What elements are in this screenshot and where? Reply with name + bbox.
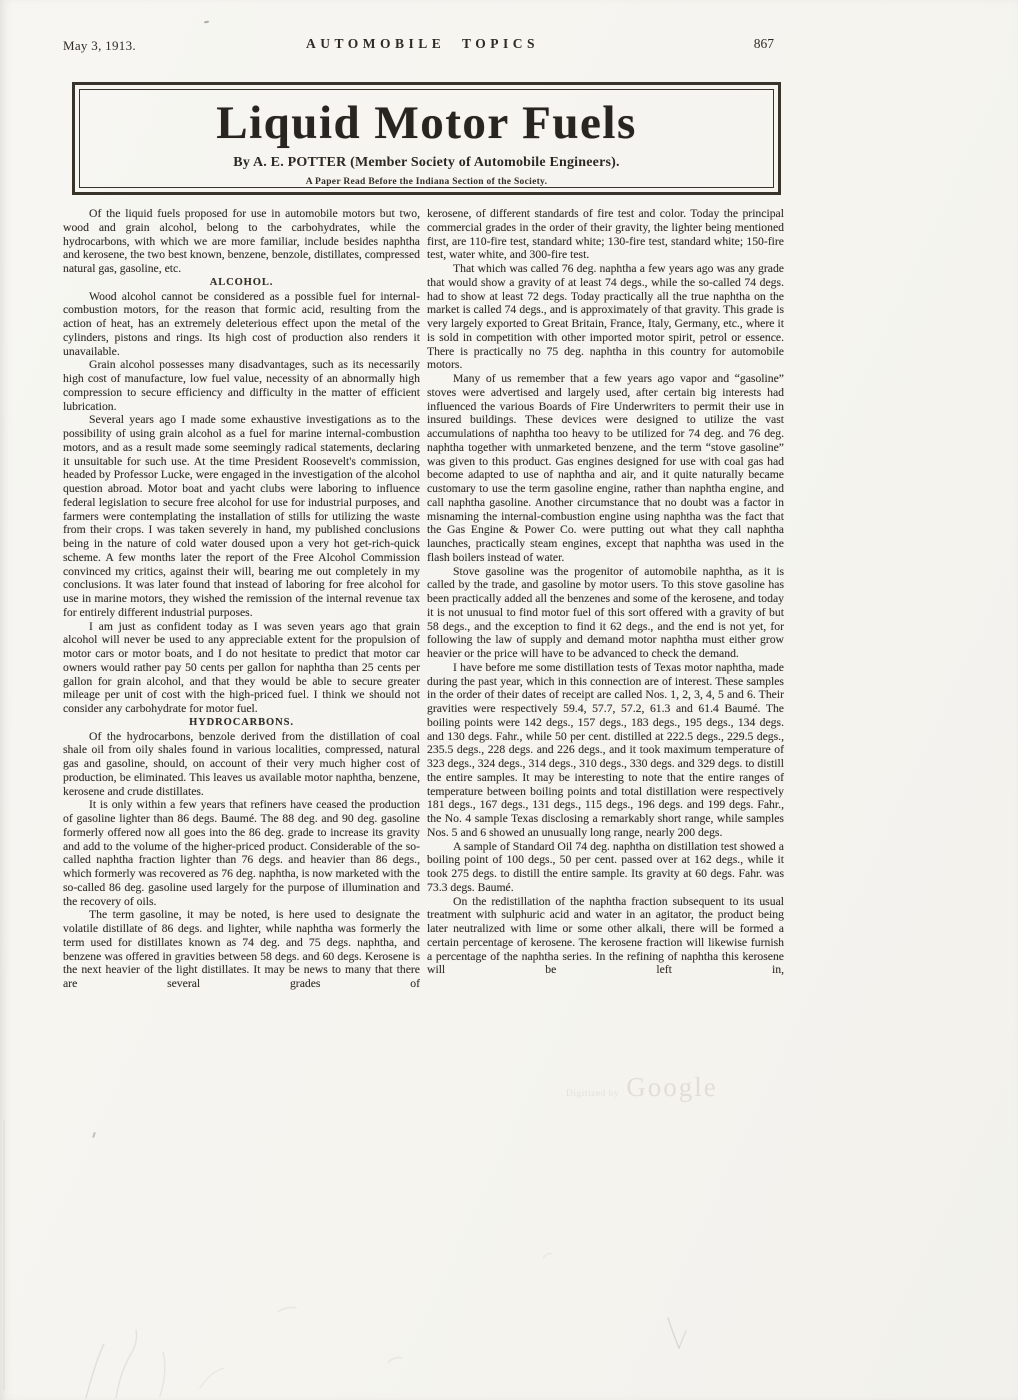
paragraph: The term gasoline, it may be noted, is here used to designate the volatile distillate of 86 degs. and lighter, while naphtha was formerly the term used for distillates known as 74 deg. and 75 degs. naphtha, and benzene was offered in gravities between 58 degs. and 60 degs. Kerosene is the next heavier of the light distillates. It may be news to many that there are several grades of [63,908,420,990]
google-logo-text: Google [626,1072,718,1102]
paragraph: Of the liquid fuels proposed for use in automobile motors but two, wood and grain alcohol, belong to the carbohydrates, while the hydrocarbons, with which we are more familiar, include besides naphtha and kerosene, the two best known, benzene, benzole, distillates, compressed natural gas, gasoline, etc. [63,207,420,275]
paragraph: Many of us remember that a few years ago vapor and “gasoline” stoves were advertised and largely used, after certain big interests had influenced the various Boards of Fire Underwriters to permit their use in insured buildings. These devices were designed to utilize the vast accumulations of naphtha too heavy to be utilized for 74 deg. and 76 deg. naphtha together with unmarketed benzene, and the term “stove gasoline” was given to this product. Gas engines designed for use with coal gas had become adapted to use of naphtha and air, and it quite naturally became customary to use the term gasoline engine, rather than naphtha engine, and call naphtha gasoline. Another circumstance that no doubt was a factor in misnaming the internal-combustion engine using naphtha was the fact that the Gas Engine & Power Co. were putting out what they call naphtha launches, practically steam engines, except that naphtha was used in the flash boilers instead of water. [427,372,784,564]
digitized-by-google-watermark [566,1072,718,1103]
issue-date: May 3, 1913. [63,38,136,53]
left-column [63,207,420,991]
article-byline: By A. E. POTTER (Member Society of Automobile Engineers). [233,155,620,170]
section-heading-alcohol: ALCOHOL. [209,276,274,288]
paragraph: Several years ago I made some exhaustive investigations as to the possibility of using grain alcohol as a fuel for marine internal-combustion motors, and as a result made some seemingly radical statements, declaring it unsuitable for such use. At the time President Roosevelt's commission, headed by Professor Lucke, were engaged in the investigation of the alcohol question abroad. Motor boat and yacht clubs were laboring to influence federal legislation to secure free alcohol for use for industrial purposes, and farmers were contemplating the installation of stills for utilizing the waste from their crops. I was taken severely in hand, my published conclusions being in the nature of cold water doused upon a very hot get-rich-quick scheme. A few months later the report of the Free Alcohol Commission convinced my critics, against their will, bearing me out completely in my conclusions. It was later found that instead of laboring for free alcohol for use in marine motors, they wished the remission of the internal revenue tax for entirely different industrial purposes. [63,413,420,619]
article-title-box [72,82,781,195]
paragraph: Grain alcohol possesses many disadvantages, such as its necessarily high cost of manufacture, low fuel value, necessity of an abnormally high compression to secure efficiency and difficulty in the matter of efficient lubrication. [63,358,420,413]
journal-title: AUTOMOBILE TOPICS [306,36,539,51]
article-title-box-inner [79,89,774,188]
paragraph: Wood alcohol cannot be considered as a possible fuel for internal-combustion motors, for the reason that formic acid, resulting from the action of heat, has an extremely deleterious effect upon the metal of the cylinders, pistons and rings. Its high cost of production also renders it unavailable. [63,289,420,358]
section-heading-hydrocarbons: HYDROCARBONS. [189,716,294,728]
page-number: 867 [753,36,774,51]
watermark-prefix: Digitized by [566,1089,620,1099]
paragraph: That which was called 76 deg. naphtha a few years ago was any grade that would show a gravity of at least 74 degs., while the so-called 74 degs. had to show at least 72 degs. Today practically all the true naphtha on the market is called 74 degs., and is approximately of that gravity. This grade is very largely exported to Great Britain, France, Italy, Germany, etc., where it is sold in competition with other imported motor spirit, petrol or essence. There is practically no 75 deg. naphtha in this country for automobile motors. [427,262,784,372]
right-column [427,207,784,977]
running-head [63,36,782,54]
paragraph: Of the hydrocarbons, benzole derived from the distillation of coal shale oil from oily shales found in various localities, compressed, natural gas and gasoline, should, on account of their very much higher cost of production, be eliminated. This leaves us available motor naphtha, benzene, kerosene and crude distillates. [63,729,420,798]
paragraph: I have before me some distillation tests of Texas motor naphtha, made during the past year, which in this connection are of interest. These samples in the order of their dates of receipt are called Nos. 1, 2, 3, 4, 5 and 6. Their gravities were respectively 59.4, 57.7, 57.2, 61.3 and 61.4 Baumé. The boiling points were 142 degs., 157 degs., 183 degs., 195 degs., 134 degs. and 130 degs. Fahr., while 50 per cent. distilled at 222.5 degs., 229.5 degs., 235.5 degs., 228 degs. and 226 degs., and it took maximum temperature of 323 degs., 324 degs., 314 degs., 310 degs., 330 degs. and 329 degs. to distill the entire samples. It may be interesting to note that the entire ranges of temperature between boiling points and total distillation were respectively 181 degs., 167 degs., 131 degs., 115 degs., 196 degs. and 199 degs. Fahr., the No. 4 sample Texas disclosing a remarkably short range, while samples Nos. 5 and 6 showed an unusually long range, nearly 200 degs. [427,660,784,839]
paragraph: A sample of Standard Oil 74 deg. naphtha on distillation test showed a boiling point of 100 degs., 50 per cent. passed over at 162 degs., while it took 275 degs. to distill the entire sample. Its gravity at 60 degs. Fahr. was 73.3 degs. Baumé. [427,839,784,894]
scan-fleck [92,1132,96,1138]
scan-speck [204,21,209,24]
paragraph: On the redistillation of the naphtha fraction subsequent to its usual treatment with sulphuric acid and water in an agitator, the product being later neutralized with lime or some other alkali, there will be formed a certain percentage of kerosene. The kerosene fraction will likewise furnish a percentage of the naphtha series. In the refining of naphtha this kerosene will be left in, [427,894,784,977]
paragraph: Stove gasoline was the progenitor of automobile naphtha, as it is called by the trade, and gasoline by motor users. To this stove gasoline has been practically added all the benzenes and some of the kerosene, and today it is not unusual to find motor fuel of this sort offered with a gravity of but 58 degs., and the exception to find it 62 degs., and the end is not yet, for following the law of supply and demand motor naphtha must either grow heavier or the price will have to be advanced to check the demand. [427,564,784,660]
article-presentation-note: A Paper Read Before the Indiana Section of the Society. [305,177,548,187]
paragraph: I am just as confident today as I was seven years ago that grain alcohol will never be used to any appreciable extent for the propulsion of motor cars or motor boats, and I do not hesitate to predict that motor car owners would rather pay 50 cents per gallon for naphtha than 25 cents per gallon for grain alcohol, and that they would be able to secure greater mileage per unit of cost with the high-priced fuel. I think we should not consider any carbohydrate for motor fuel. [63,619,420,715]
article-title: Liquid Motor Fuels [216,97,637,149]
paragraph: kerosene, of different standards of fire test and color. Today the principal commercial grades in the order of their gravity, the lighter being mentioned first, are 110-fire test, standard white; 130-fire test, standard white; 150-fire test, water white, and 300-fire test. [427,207,784,262]
paragraph: It is only within a few years that refiners have ceased the production of gasoline lighter than 86 degs. Baumé. The 88 deg. and 90 deg. gasoline formerly offered now all goes into the 86 deg. grade to increase its gravity and add to the volume of the higher-priced product. Considerable of the so-called naphtha fraction lighter than 76 degs. and heavier than 86 degs., which formerly was recovered as 76 deg. naphtha, is now marketed with the so-called 86 deg. gasoline used largely for the purpose of illumination and the recovery of oils. [63,798,420,908]
